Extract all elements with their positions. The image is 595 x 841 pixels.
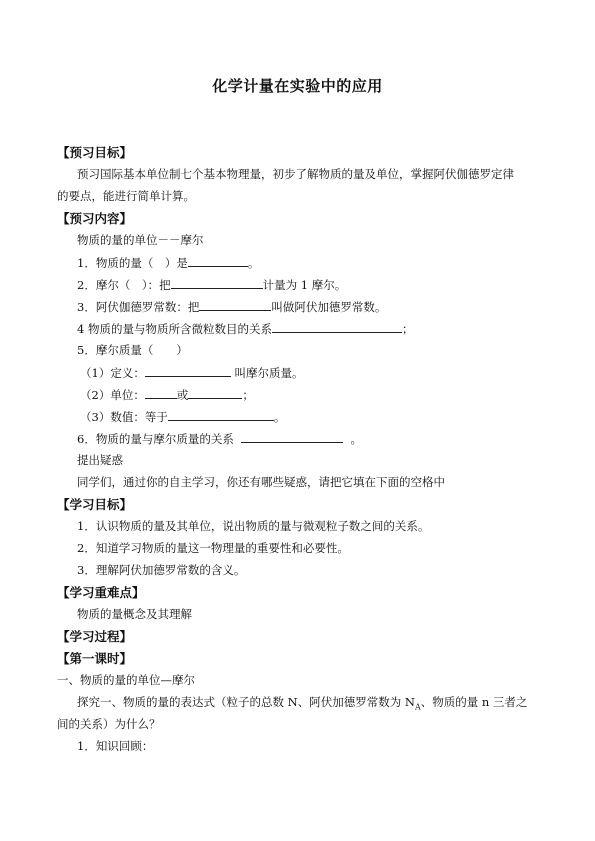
explore-text-a: 探究一、物质的量的表达式（粒子的总数 N、阿伏加德罗常数为 N — [77, 695, 415, 709]
preview-item-3-text: 3．阿伏伽德罗常数：把 — [77, 300, 200, 314]
key-points-heading: 【学习重难点】 — [57, 585, 145, 600]
preview-item-5-3 — [80, 409, 285, 424]
learning-goal-item-3: 3．理解阿伏加德罗常数的含义。 — [77, 563, 246, 577]
preview-item-5-3-end: 。 — [273, 410, 286, 424]
answer-blank[interactable] — [168, 409, 274, 421]
answer-blank[interactable] — [272, 321, 402, 333]
learning-goal-item-1: 1．认识物质的量及其单位，说出物质的量与微观粒子数之间的关系。 — [77, 519, 430, 533]
preview-goal-text-line1: 预习国际基本单位制七个基本物理量，初步了解物质的量及单位，掌握阿伏伽德罗定律 — [77, 167, 514, 181]
preview-item-2-text: 2．摩尔（ ）：把 — [77, 278, 171, 292]
explore-text-b: 、物质的量 n 三者之 — [420, 695, 528, 709]
preview-item-4-text: 4 物质的量与物质所含微粒数目的关系 — [77, 322, 272, 336]
part1-title: 一、物质的量的单位—摩尔 — [57, 673, 195, 687]
explore-line2: 间的关系）为什么？ — [57, 717, 161, 731]
answer-blank[interactable] — [188, 255, 248, 267]
preview-item-3-end: 叫做阿伏加德罗常数。 — [271, 300, 387, 314]
preview-item-5-2-text: （2）单位： — [80, 388, 145, 402]
preview-content-heading: 【预习内容】 — [57, 211, 133, 226]
preview-item-1-text: 1．物质的量（ ）是 — [77, 256, 188, 270]
preview-item-6 — [77, 431, 362, 446]
preview-item-6-text: 6．物质的量与摩尔质量的关系 — [77, 432, 234, 446]
preview-item-2-end: 计量为 1 摩尔。 — [262, 278, 347, 292]
preview-item-4 — [77, 321, 413, 336]
preview-item-3 — [77, 299, 386, 314]
learning-goal-item-2: 2．知道学习物质的量这一物理量的重要性和必要性。 — [77, 541, 349, 555]
preview-item-5-1 — [80, 365, 303, 380]
preview-item-5-1-text: （1）定义： — [80, 366, 145, 380]
recall-label: 1．知识回顾： — [77, 739, 154, 753]
preview-item-5-1-end: 叫摩尔质量。 — [234, 366, 304, 380]
preview-item-4-end: ； — [401, 322, 414, 336]
preview-item-5-2-end: ； — [242, 388, 254, 402]
preview-item-5-3-text: （3）数值：等于 — [80, 410, 168, 424]
answer-blank[interactable] — [145, 387, 177, 399]
preview-item-2 — [77, 277, 346, 292]
preview-goal-text-line2: 的要点，能进行简单计算。 — [57, 189, 195, 203]
preview-item-5: 5．摩尔质量（ ） — [77, 343, 188, 357]
answer-blank[interactable] — [241, 431, 343, 443]
doubts-text: 同学们，通过你的自主学习，你还有哪些疑惑，请把它填在下面的空格中 — [77, 475, 445, 489]
doubts-label: 提出疑惑 — [77, 453, 123, 467]
preview-item-1-end: 。 — [247, 256, 260, 270]
answer-blank[interactable] — [145, 365, 231, 377]
preview-goal-heading: 【预习目标】 — [57, 145, 133, 160]
answer-blank[interactable] — [199, 299, 271, 311]
page-title: 化学计量在实验中的应用 — [212, 77, 383, 95]
explore-subscript: A — [414, 702, 421, 712]
preview-content-intro: 物质的量的单位－－摩尔 — [77, 233, 204, 247]
process-heading: 【学习过程】 — [57, 629, 133, 644]
lesson-heading: 【第一课时】 — [57, 651, 133, 666]
answer-blank[interactable] — [171, 277, 263, 289]
preview-item-5-2 — [80, 387, 254, 402]
preview-item-5-2-mid: 或 — [176, 388, 189, 402]
key-points-text: 物质的量概念及其理解 — [77, 607, 192, 621]
preview-item-6-end: 。 — [350, 432, 362, 446]
preview-item-1 — [77, 255, 259, 270]
learning-goal-heading: 【学习目标】 — [57, 497, 133, 512]
explore-line1 — [77, 695, 527, 714]
answer-blank[interactable] — [188, 387, 242, 399]
